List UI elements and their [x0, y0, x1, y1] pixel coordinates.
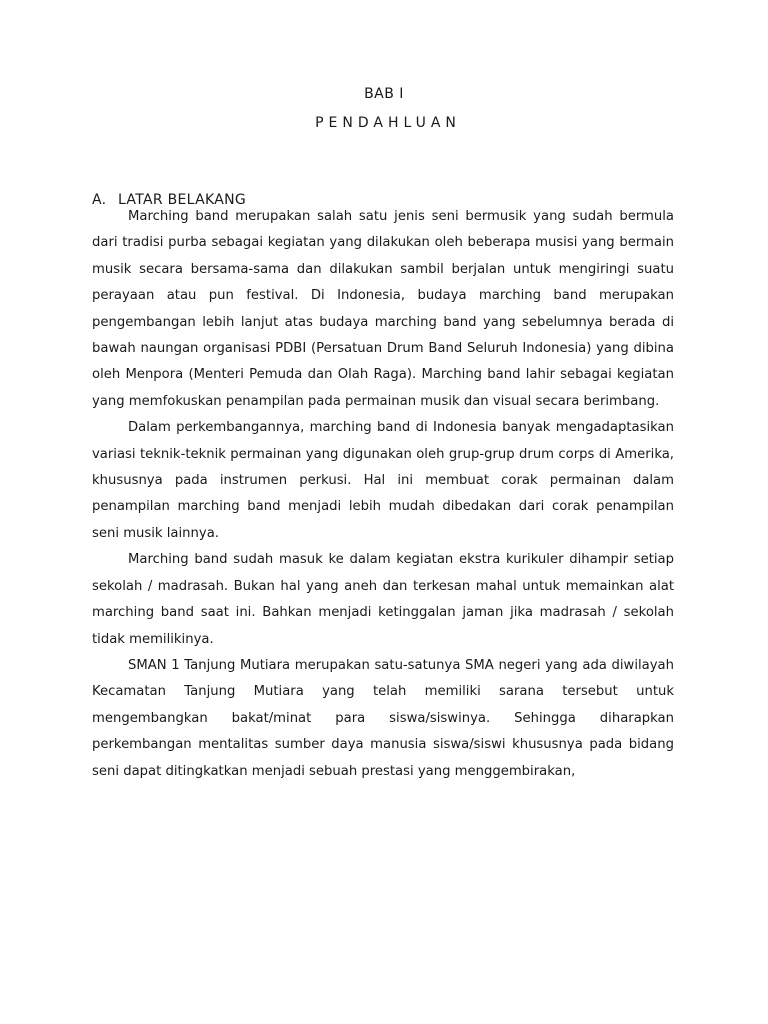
paragraph: SMAN 1 Tanjung Mutiara merupakan satu-satunya SMA negeri yang ada diwilayah Kecamatan Tanjung Mutiara yang telah memiliki sarana tersebut untuk mengembangkan bakat/minat para siswa/siswinya. Sehingga diharapkan perkembangan mentalitas sumber daya manusia siswa/siswi khususnya pada bidang seni dapat ditingkatkan menjadi sebuah prestasi yang menggembirakan,	[92, 657, 674, 779]
section-title: LATAR BELAKANG	[118, 192, 247, 208]
paragraph: Marching band merupakan salah satu jenis seni bermusik yang sudah bermula dari tradisi purba sebagai kegiatan yang dilakukan oleh beberapa musisi yang bermain musik secara bersama-sama dan dilakukan sambil berjalan untuk mengiringi suatu perayaan atau pun festival. Di Indonesia, budaya marching band merupakan pengembangan lebih lanjut atas budaya marching band yang sebelumnya berada di bawah naungan organisasi PDBI (Persatuan Drum Band Seluruh Indonesia) yang dibina oleh Menpora (Menteri Pemuda dan Olah Raga). Marching band lahir sebagai kegiatan yang memfokuskan penampilan pada permainan musik dan visual secara berimbang.	[92, 209, 674, 409]
chapter-label: BAB I	[364, 86, 404, 102]
paragraph: Dalam perkembangannya, marching band di Indonesia banyak mengadaptasikan variasi teknik-teknik permainan yang digunakan oleh grup-grup drum corps di Amerika, khususnya pada instrumen perkusi. Hal ini membuat corak permainan dalam penampilan marching band menjadi lebih mudah dibedakan dari corak penampilan seni musik lainnya.	[92, 420, 674, 541]
section-number: A.	[92, 192, 107, 208]
chapter-title: PENDAHLUAN	[315, 115, 461, 131]
body-text	[92, 204, 674, 785]
paragraph: Marching band sudah masuk ke dalam kegiatan ekstra kurikuler dihampir setiap sekolah / madrasah. Bukan hal yang aneh dan terkesan mahal untuk memainkan alat marching band saat ini. Bahkan menjadi ketinggalan jaman jika madrasah / sekolah tidak memilikinya.	[92, 552, 674, 647]
